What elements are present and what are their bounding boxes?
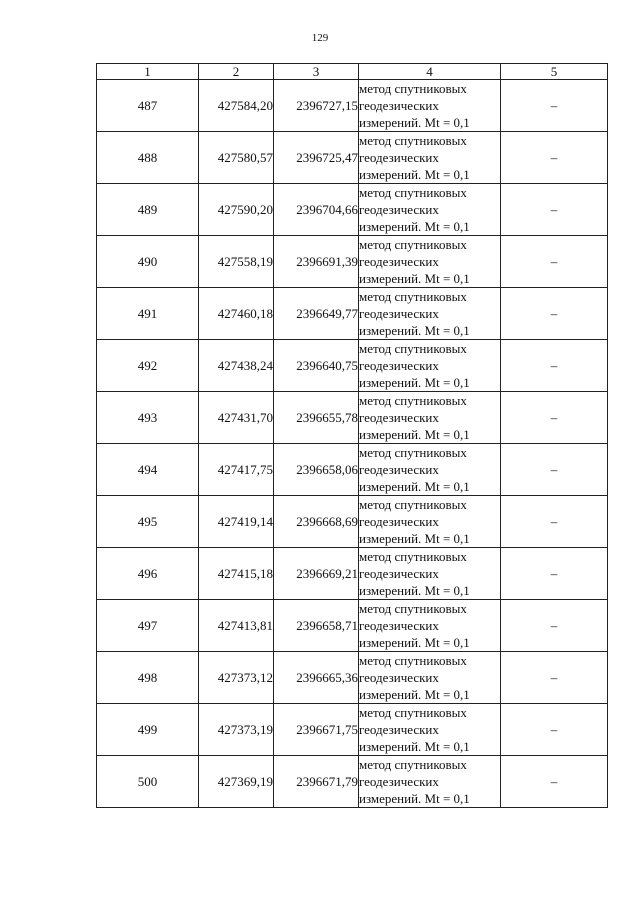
header-col-5: 5: [501, 64, 608, 80]
method-line: геодезических: [359, 514, 439, 529]
table-row: [97, 132, 608, 184]
coordinate-y: 2396640,75: [274, 340, 359, 392]
method-description: [359, 496, 501, 548]
point-number: 500: [97, 756, 199, 808]
coordinate-x: 427431,70: [199, 392, 274, 444]
note-dash: –: [501, 496, 608, 548]
method-line: геодезических: [359, 306, 439, 321]
table-row: [97, 652, 608, 704]
point-number: 494: [97, 444, 199, 496]
method-description: [359, 548, 501, 600]
point-number: 488: [97, 132, 199, 184]
method-line: геодезических: [359, 670, 439, 685]
method-line: метод спутниковых: [359, 757, 467, 772]
method-line: геодезических: [359, 722, 439, 737]
header-row: [97, 64, 608, 80]
table-row: [97, 444, 608, 496]
table-header: [97, 64, 608, 80]
method-line: метод спутниковых: [359, 289, 467, 304]
coordinate-x: 427584,20: [199, 80, 274, 132]
coordinate-x: 427413,81: [199, 600, 274, 652]
method-description: [359, 704, 501, 756]
method-line: измерений. Mt = 0,1: [359, 219, 470, 234]
method-line: метод спутниковых: [359, 341, 467, 356]
point-number: 491: [97, 288, 199, 340]
note-dash: –: [501, 600, 608, 652]
coordinate-x: 427369,19: [199, 756, 274, 808]
method-description: [359, 652, 501, 704]
method-description: [359, 340, 501, 392]
method-description: [359, 600, 501, 652]
method-line: измерений. Mt = 0,1: [359, 479, 470, 494]
method-line: метод спутниковых: [359, 133, 467, 148]
point-number: 487: [97, 80, 199, 132]
method-line: геодезических: [359, 150, 439, 165]
note-dash: –: [501, 756, 608, 808]
method-line: метод спутниковых: [359, 237, 467, 252]
header-col-3: 3: [274, 64, 359, 80]
method-line: метод спутниковых: [359, 445, 467, 460]
note-dash: –: [501, 132, 608, 184]
method-description: [359, 236, 501, 288]
method-line: измерений. Mt = 0,1: [359, 687, 470, 702]
method-line: измерений. Mt = 0,1: [359, 375, 470, 390]
point-number: 493: [97, 392, 199, 444]
table-row: [97, 288, 608, 340]
method-line: геодезических: [359, 774, 439, 789]
method-line: геодезических: [359, 566, 439, 581]
method-line: метод спутниковых: [359, 653, 467, 668]
point-number: 489: [97, 184, 199, 236]
coordinate-y: 2396671,75: [274, 704, 359, 756]
coordinate-y: 2396671,79: [274, 756, 359, 808]
method-description: [359, 288, 501, 340]
coordinate-y: 2396668,69: [274, 496, 359, 548]
coordinates-table: [96, 63, 608, 808]
note-dash: –: [501, 288, 608, 340]
table-row: [97, 236, 608, 288]
method-line: геодезических: [359, 410, 439, 425]
method-line: измерений. Mt = 0,1: [359, 323, 470, 338]
coordinate-x: 427558,19: [199, 236, 274, 288]
method-line: метод спутниковых: [359, 185, 467, 200]
table-row: [97, 80, 608, 132]
point-number: 495: [97, 496, 199, 548]
point-number: 490: [97, 236, 199, 288]
method-line: измерений. Mt = 0,1: [359, 115, 470, 130]
coordinate-x: 427460,18: [199, 288, 274, 340]
method-line: измерений. Mt = 0,1: [359, 791, 470, 806]
method-description: [359, 184, 501, 236]
header-col-2: 2: [199, 64, 274, 80]
table-row: [97, 600, 608, 652]
method-line: метод спутниковых: [359, 393, 467, 408]
table-row: [97, 756, 608, 808]
method-line: геодезических: [359, 618, 439, 633]
method-line: геодезических: [359, 254, 439, 269]
note-dash: –: [501, 652, 608, 704]
method-line: измерений. Mt = 0,1: [359, 531, 470, 546]
note-dash: –: [501, 444, 608, 496]
note-dash: –: [501, 392, 608, 444]
table-row: [97, 704, 608, 756]
note-dash: –: [501, 340, 608, 392]
method-description: [359, 80, 501, 132]
point-number: 498: [97, 652, 199, 704]
coordinate-y: 2396691,39: [274, 236, 359, 288]
note-dash: –: [501, 236, 608, 288]
coordinate-y: 2396704,66: [274, 184, 359, 236]
table-row: [97, 340, 608, 392]
header-col-4: 4: [359, 64, 501, 80]
method-line: измерений. Mt = 0,1: [359, 635, 470, 650]
point-number: 496: [97, 548, 199, 600]
method-line: метод спутниковых: [359, 549, 467, 564]
coordinate-y: 2396649,77: [274, 288, 359, 340]
method-line: метод спутниковых: [359, 497, 467, 512]
coordinate-y: 2396727,15: [274, 80, 359, 132]
method-line: измерений. Mt = 0,1: [359, 167, 470, 182]
method-line: геодезических: [359, 462, 439, 477]
page-number: 129: [311, 32, 329, 44]
point-number: 497: [97, 600, 199, 652]
table-row: [97, 548, 608, 600]
coordinate-x: 427580,57: [199, 132, 274, 184]
table-body: [97, 80, 608, 808]
method-line: геодезических: [359, 358, 439, 373]
coordinate-y: 2396725,47: [274, 132, 359, 184]
table-row: [97, 392, 608, 444]
method-line: геодезических: [359, 98, 439, 113]
note-dash: –: [501, 704, 608, 756]
method-line: метод спутниковых: [359, 601, 467, 616]
method-description: [359, 756, 501, 808]
coordinate-x: 427590,20: [199, 184, 274, 236]
table-row: [97, 184, 608, 236]
point-number: 499: [97, 704, 199, 756]
method-description: [359, 132, 501, 184]
point-number: 492: [97, 340, 199, 392]
coordinate-x: 427438,24: [199, 340, 274, 392]
coordinate-y: 2396658,06: [274, 444, 359, 496]
header-col-1: 1: [97, 64, 199, 80]
coordinate-y: 2396665,36: [274, 652, 359, 704]
coordinate-x: 427419,14: [199, 496, 274, 548]
coordinate-x: 427415,18: [199, 548, 274, 600]
method-line: измерений. Mt = 0,1: [359, 739, 470, 754]
coordinate-y: 2396658,71: [274, 600, 359, 652]
method-line: измерений. Mt = 0,1: [359, 271, 470, 286]
coordinate-y: 2396655,78: [274, 392, 359, 444]
method-description: [359, 444, 501, 496]
coordinate-x: 427373,19: [199, 704, 274, 756]
note-dash: –: [501, 548, 608, 600]
method-description: [359, 392, 501, 444]
coordinate-x: 427417,75: [199, 444, 274, 496]
method-line: геодезических: [359, 202, 439, 217]
table-row: [97, 496, 608, 548]
method-line: метод спутниковых: [359, 705, 467, 720]
coordinate-x: 427373,12: [199, 652, 274, 704]
method-line: измерений. Mt = 0,1: [359, 427, 470, 442]
method-line: метод спутниковых: [359, 81, 467, 96]
coordinate-y: 2396669,21: [274, 548, 359, 600]
note-dash: –: [501, 80, 608, 132]
note-dash: –: [501, 184, 608, 236]
method-line: измерений. Mt = 0,1: [359, 583, 470, 598]
